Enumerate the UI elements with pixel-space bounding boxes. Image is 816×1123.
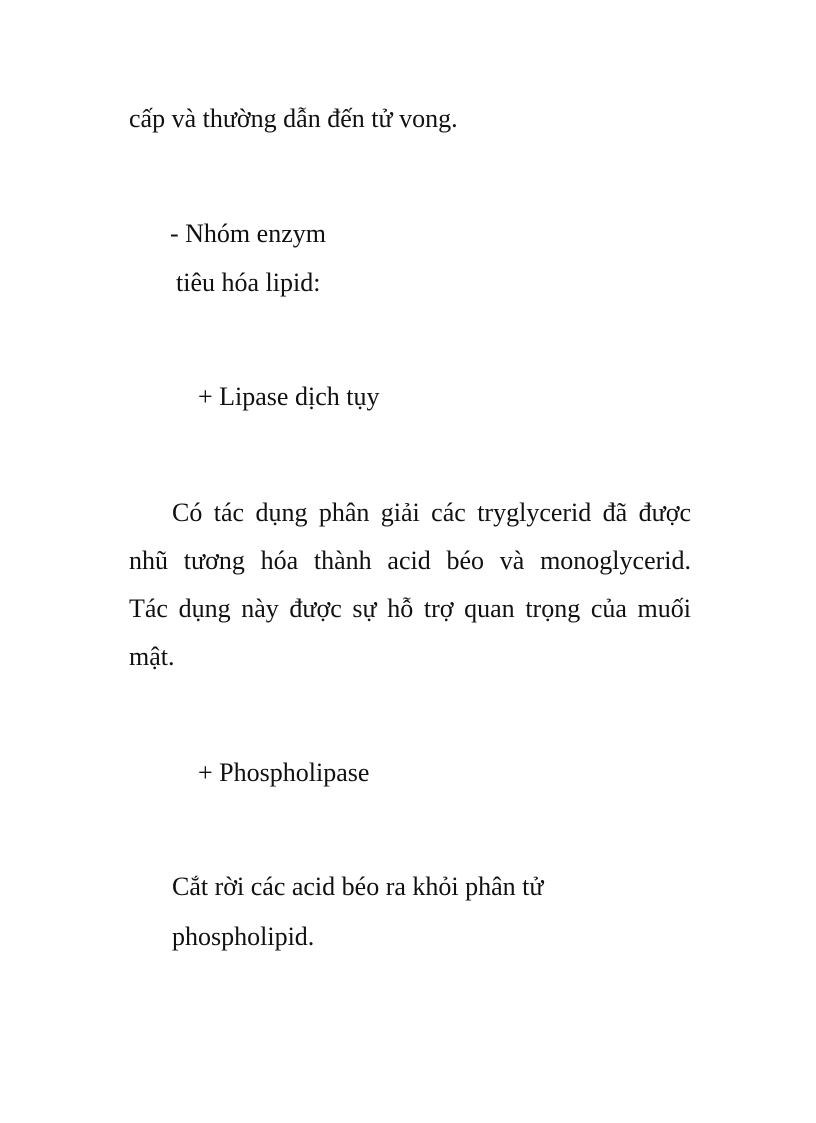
text-line-continuation: cấp và thường dẫn đến tử vong. xyxy=(129,104,458,133)
section-heading-enzyme-group: - Nhóm enzym xyxy=(170,219,326,248)
paragraph-line: Có tác dụng phân giải các tryglycerid đã được xyxy=(172,498,691,527)
paragraph-line: mật. xyxy=(129,642,175,671)
paragraph-phospholipase-line-2: phospholipid. xyxy=(172,922,315,951)
paragraph-lipase-description xyxy=(129,489,691,681)
list-item-lipase: + Lipase dịch tụy xyxy=(198,382,380,411)
paragraph-line: Tác dụng này được sự hỗ trợ quan trọng của muối xyxy=(129,594,691,623)
paragraph-phospholipase-line-1: Cắt rời các acid béo ra khỏi phân tử xyxy=(172,872,544,901)
section-heading-enzyme-group-continued: tiêu hóa lipid: xyxy=(176,268,321,297)
list-item-phospholipase: + Phospholipase xyxy=(198,758,370,787)
paragraph-line: nhũ tương hóa thành acid béo và monoglycerid. xyxy=(129,546,691,575)
